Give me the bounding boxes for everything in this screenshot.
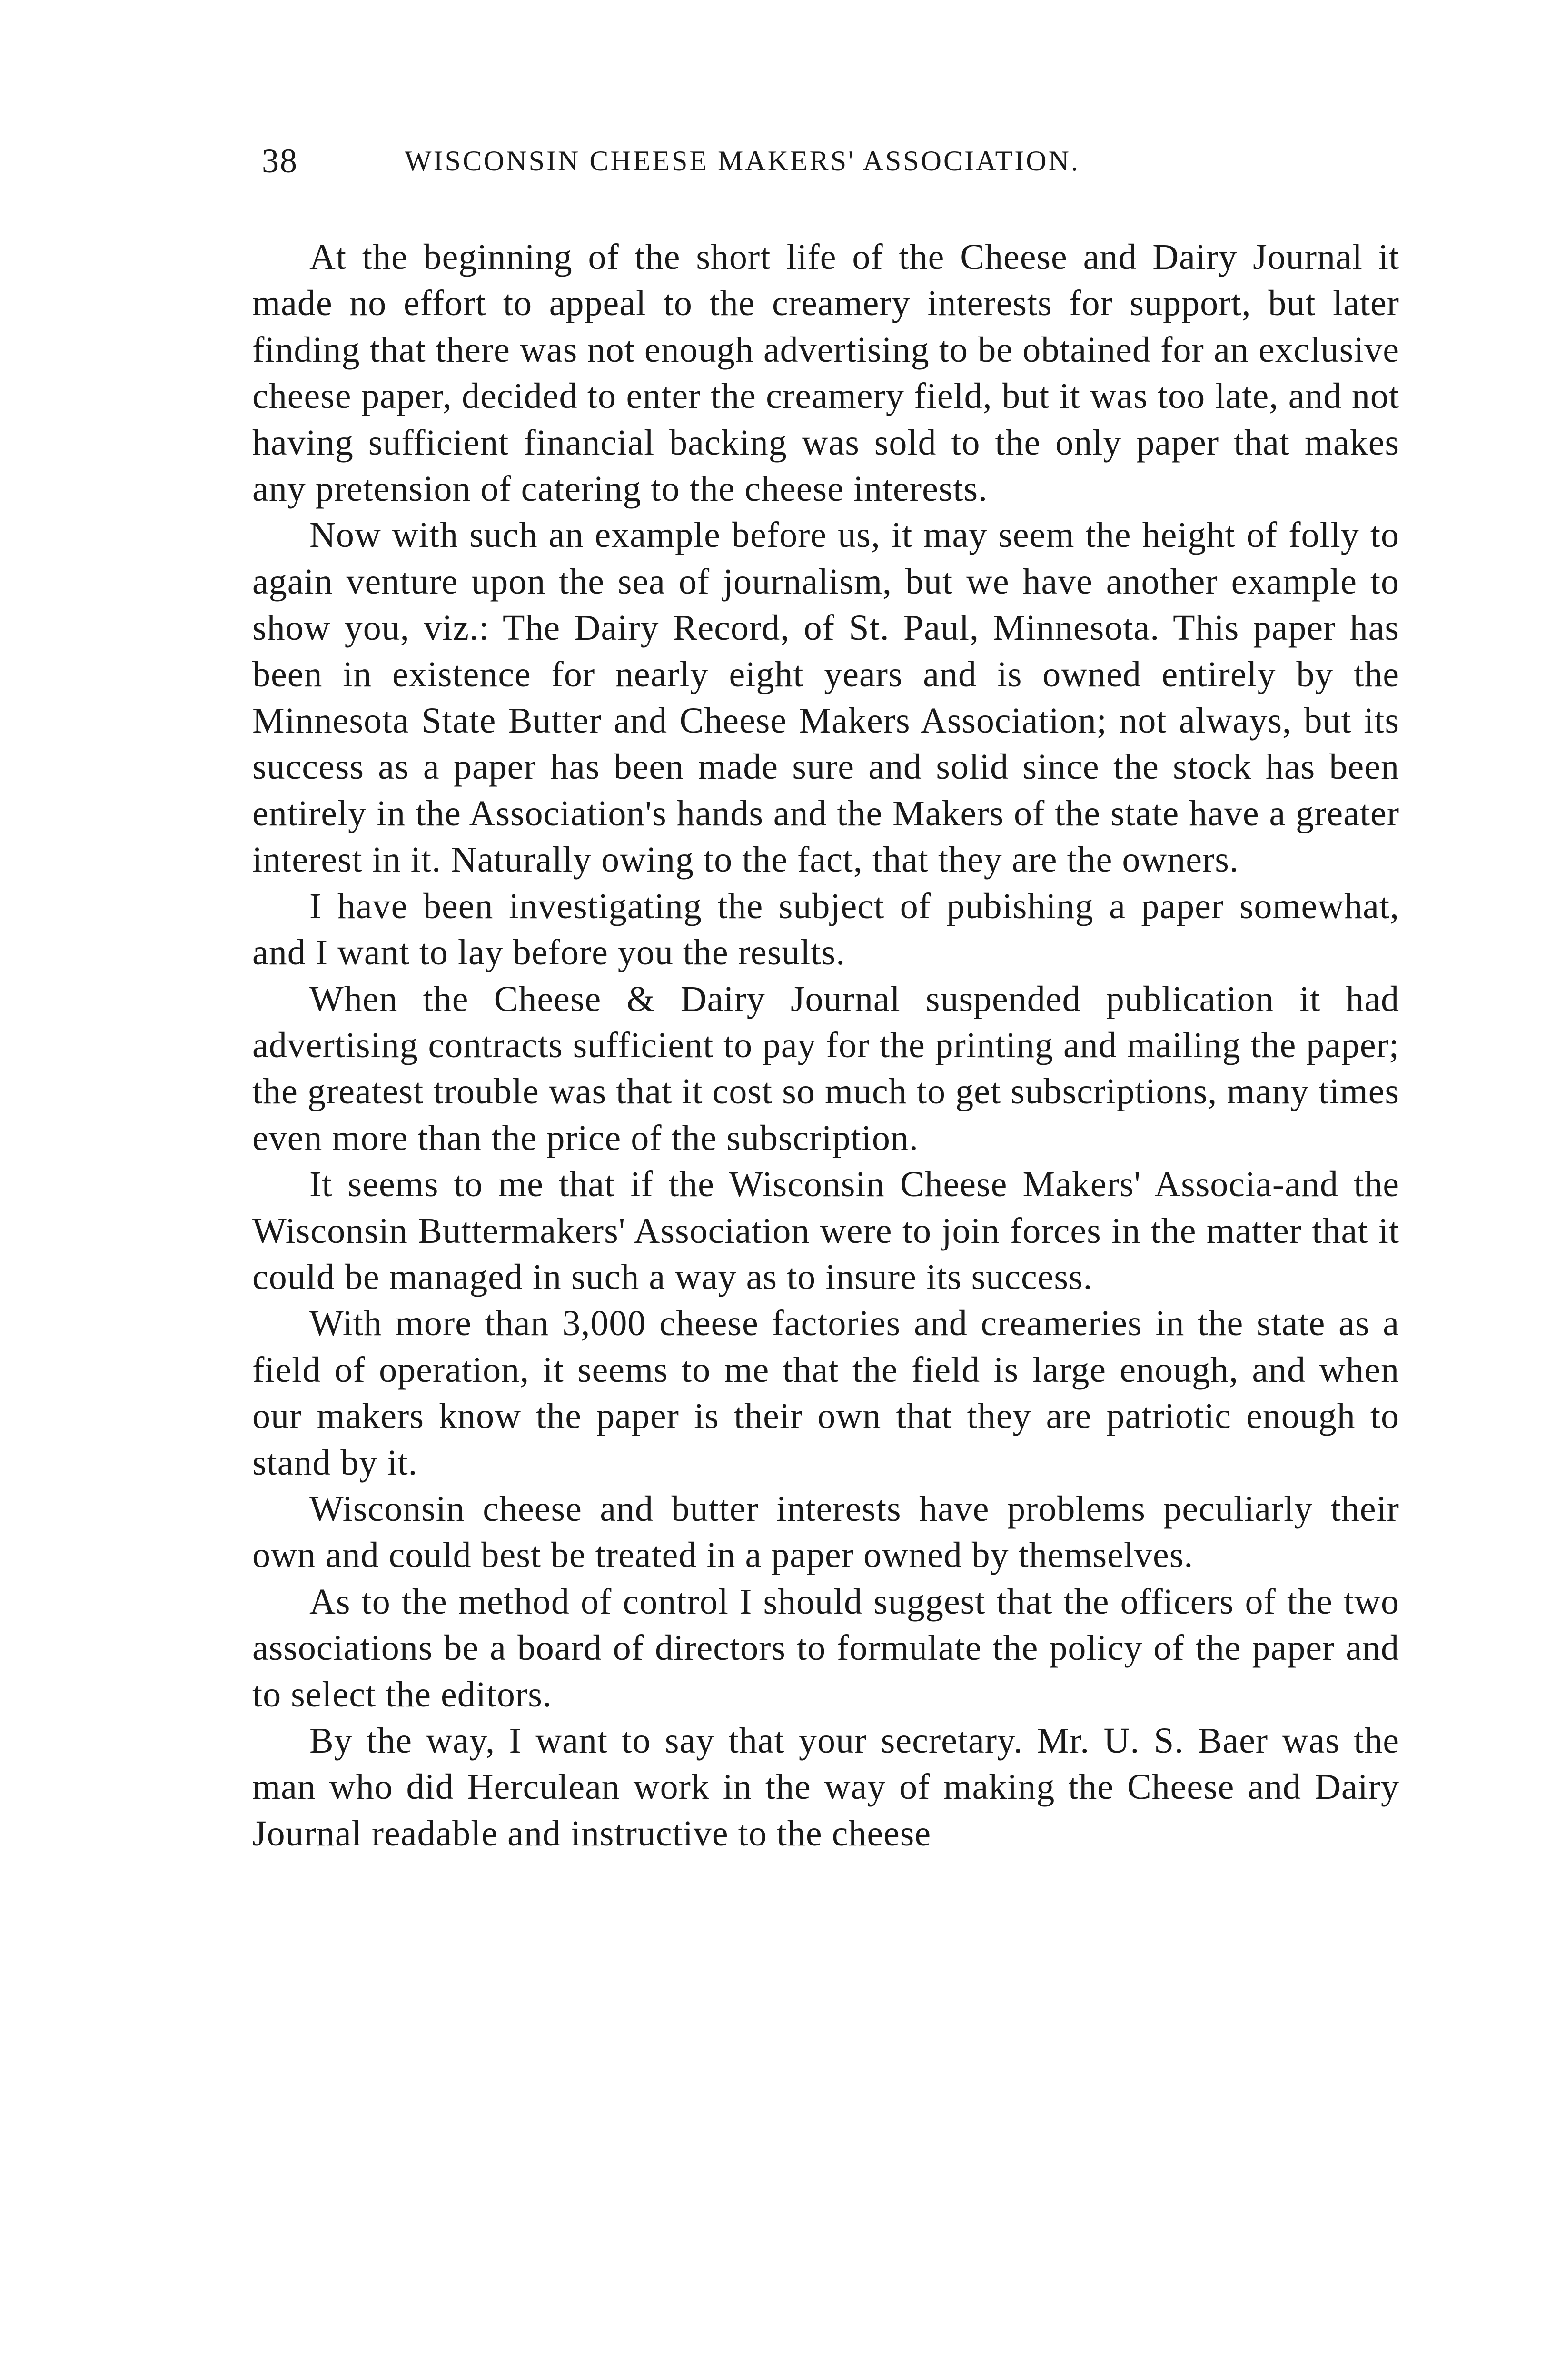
running-head: WISCONSIN CHEESE MAKERS' ASSOCIATION. xyxy=(405,145,1080,177)
paragraph-2: Now with such an example before us, it may seem the height of folly to again venture upon the sea of journalism, but we have another example to show you, viz.: The Dairy Record, of St. Paul, Minnesota. This paper has been in existence for nearly eight years and is owned entirely by the Minnesota State Butter and Cheese Makers Association; not always, but its success as a paper has been made sure and solid since the stock has been entirely in the Association's hands and the Makers of the state have a greater interest in it. Naturally owing to the fact, that they are the owners. xyxy=(252,515,1399,880)
paragraph-3: I have been investigating the subject of pubishing a paper somewhat, and I want to lay before you the results. xyxy=(252,886,1399,973)
paragraph-4: When the Cheese & Dairy Journal suspended publication it had advertising contracts sufficient to pay for the printing and mailing the paper; the greatest trouble was that it cost so much to get subscriptions, many times even more than the price of the subscription. xyxy=(252,979,1399,1158)
paragraph-8: As to the method of control I should suggest that the officers of the two associations be a board of directors to formulate the policy of the paper and to select the editors. xyxy=(252,1581,1399,1715)
page-header xyxy=(262,137,1252,194)
paragraph-7: Wisconsin cheese and butter interests have problems peculiarly their own and could best be treated in a paper owned by themselves. xyxy=(252,1488,1399,1576)
paragraph-5: It seems to me that if the Wisconsin Cheese Makers' Associa-and the Wisconsin Buttermakers' Association were to join forces in the matter that it could be managed in such a way as to insure its success. xyxy=(252,1164,1399,1297)
page-number: 38 xyxy=(262,142,298,180)
paragraph-9: By the way, I want to say that your secretary. Mr. U. S. Baer was the man who did Herculean work in the way of making the Cheese and Dairy Journal readable and instructive to the cheese xyxy=(252,1721,1399,1854)
body-text xyxy=(252,234,1399,1857)
paragraph-1: At the beginning of the short life of the Cheese and Dairy Journal it made no effort to appeal to the creamery interests for support, but later finding that there was not enough advertising to be obtained for an exclusive cheese paper, decided to enter the creamery field, but it was too late, and not having sufficient financial backing was sold to the only paper that makes any pretension of catering to the cheese interests. xyxy=(252,237,1399,509)
paragraph-6: With more than 3,000 cheese factories and creameries in the state as a field of operation, it seems to me that the field is large enough, and when our makers know the paper is their own that they are patriotic enough to stand by it. xyxy=(252,1303,1399,1483)
